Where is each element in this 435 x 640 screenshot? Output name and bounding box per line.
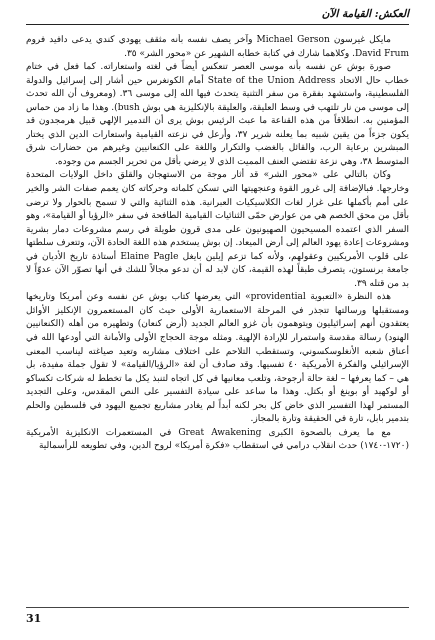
paragraph: مايكل غيرسون Michael Gerson وآخر يصف نفسه بأنه مثقف يهودي كندي يدعى دافيد فروم David Frum. وكلاهما شارك في كتابة خطابه الشهير عن «محور الشر» ٣٥.: [26, 35, 409, 59]
paragraph: صورة بوش عن نفسه بأنه موسى العصر تنعكس أيضاً في لغته واستعاراته. كما فعل في ختام خطاب حال الاتحاد State of the Union Address أمام الكونغرس حين أشار إلى إسرائيل والدولة الفلسطينية، واستشهد بفقرة من سفر التثنية يتحدث فيها الله إلى موسى ٣٦. (ومعروف أن الله تحدث إلى موسى من نار تلتهب في وسط العليقة، والعليقة بالإنكليزية هي بوش bush). وهذا ما زاد من حماس المؤمنين به. انطلاقاً من هذه القناعة ما عبث الرئيس بوش يرى أن التدمير الإلهي قبيل هرمجدون قد يكون جزءاً من يقين شبيه بما يعلنه شرير ٣٧، وأرعل في نزعته القيامية واستعارات الدين الذي يختار المبشرين برعاية الرب، والقائل بالغضب والتكرار واللغة على الكنعانيين وغيرهم من حضارات شرق المتوسط ٣٨، وهي نزعة تقتضي العنف المميت الذي لا يرضي بأقل من تحرير الجسم من وجوده.: [26, 62, 409, 167]
paragraph: هذه النظرة «التعبوية providential» التي يعرضها كتاب بوش عن نفسه وعن أمريكا وتاريخها ومستقبلها ورسالتها تتجذر في المرحلة الاستعمارية الأولى حيث كان المستعمرون الإنكليز الأوائل يعتقدون أنهم إسرائيليون ويتوهمون بأن غزو العالم الجديد (أرض كنعان) وتطهيره من أهله (الكنعانيين الهنود) رسالة مقدسة واستمرار للإرادة الإلهية. ومثله موجة الحجاج الأولى والأمانة التي أودعها الله في أعناق شعبه الأنغلوسكسوني، وتستقطب التلاحم على اختلاف مشاربه وتعيد صياغته ليناسب المعنى الإسرائيلي والفكرة الأمريكية ٤٠ تفسيها. وقد صادف أن لغة «الرؤيا/القيامة» لا تقول جملة مفيدة، بل هي – كما يعرفها – لغة حالة أرجوحة، وتلعب معانيها في كل اتجاه لتنبذ يكل ما تخطط له شركات تكساكو أو لوكهيد أو بوينغ أو بكتل. وهذا ما ساعد على سيادة التفسير على النص المقدس، وعلى التجديد المستمر لهذا التفسير الذي خاض كل بحر لكنه أبداً لم يغادر مشاريع تجميع اليهود في فلسطين والحلم بتدمير بابل، تارة في الحقيقة وتارة بالمجاز.: [26, 292, 409, 425]
bottom-rule: [26, 607, 409, 608]
main-text: [26, 34, 409, 604]
page-number: 31: [26, 612, 42, 625]
paragraph: وكان بالتالي على «محور الشر» قد أثار موجة من الاستهجان والقلق داخل الولايات المتحدة وخارجها. فبالإضافة إلى غرور القوة وعنجهيتها التي تسكن كلماته وحركاته كان يعمم صفات الشر والخير على أمم بأكملها على غرار لغات الكلاسيكيات العبرانية. هذه الثنائية والتي لا تسمح بالحوار ولا ترضى بأقل من محق الخصم هي من عوارض حمّى الثنائيات القيامية الطافحة في سفر «الرؤيا أو القيامة»، وهو السفر الذي اعتمده المسيحيون الصهيونيون على مدى قرون طويلة في رسم مشروعات دمار بشرية ومشروعات إعادة يهود العالم إلى أرض الميعاد. إن بوش يستخدم هذه اللغة الحادة الآن، وتتعرف سلطتها على قلوب الأمريكيين وعقولهم، ولأنه كما تزعم إيلين بايغل Elaine Pagle أستاذة تاريخ الأديان في جامعة برنستون، يتصرف طبقاً لهذه القيمة، كان لابد له أن تدعو مجالاً للشك في أنها تصوّر الآن عدوّاً لا بد من قتله ٣٩.: [26, 170, 409, 289]
running-header: [26, 6, 409, 25]
paragraph: مع ما يعرف بالصحوة الكبرى Great Awakening في المستعمرات الانكليزية الأمريكية (١٧٢٠-١٧٤٠) حدث انقلاب درامي في استقطاب «فكرة أمريكا» لروح الدين، وفي تطويعه للرأسمالية: [26, 427, 409, 452]
running-title: العكش: القيامة الآن: [321, 8, 409, 20]
